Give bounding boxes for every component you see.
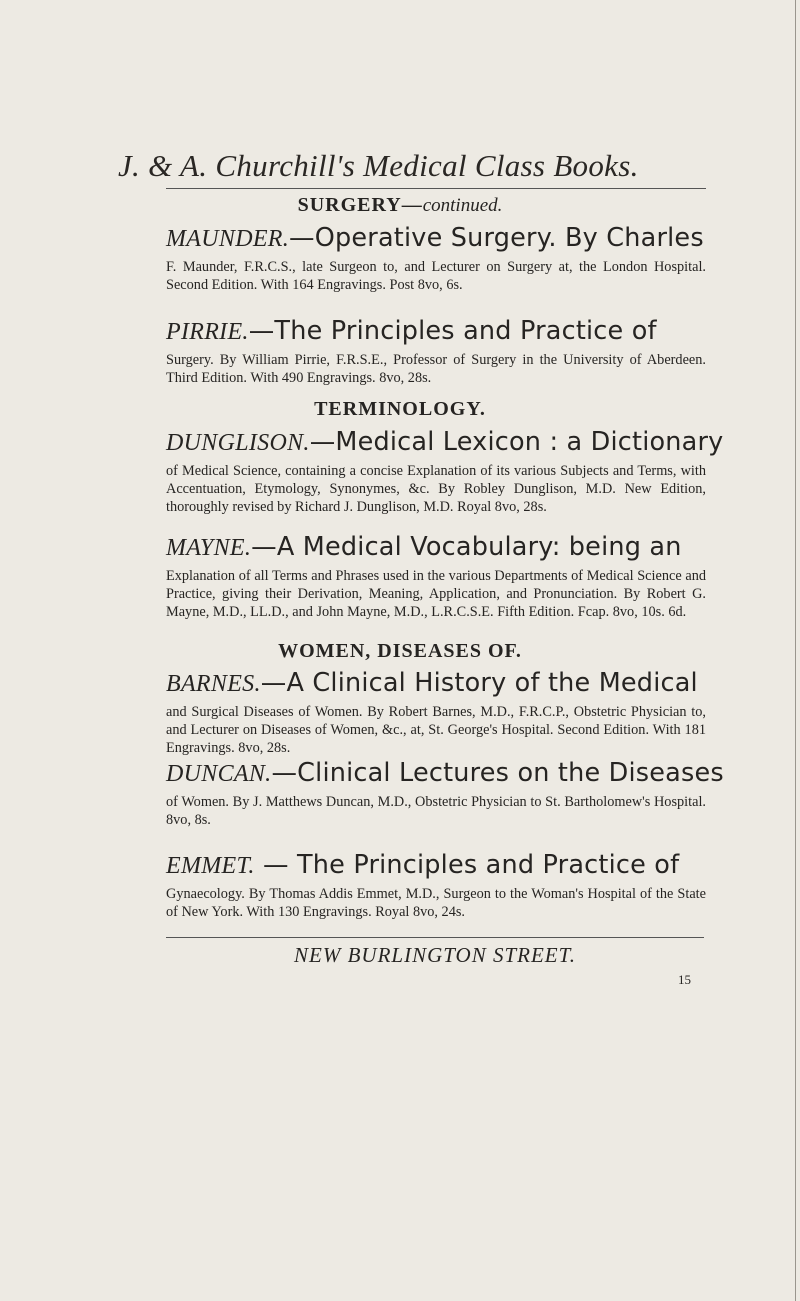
entry-author: PIRRIE.	[166, 319, 249, 345]
section-heading-women: WOMEN, DISEASES OF.	[278, 640, 522, 662]
entry-description: Surgery. By William Pirrie, F.R.S.E., Professor of Surgery in the University of Aberdeen. Third Edition. With 490 Engravings. 8vo, 28s.	[166, 352, 706, 386]
entry-title: —A Medical Vocabulary: being an	[251, 532, 682, 562]
entry-title-line	[166, 668, 706, 699]
book-entry-maunder	[166, 223, 706, 294]
running-head: J. & A. Churchill's Medical Class Books.	[118, 148, 639, 183]
entry-author: DUNCAN.	[166, 761, 272, 787]
header-rule	[166, 188, 706, 189]
entry-description: Gynaecology. By Thomas Addis Emmet, M.D., Surgeon to the Woman's Hospital of the State of New York. With 130 Engravings. Royal 8vo, 24s.	[166, 886, 706, 920]
book-entry-emmet	[166, 850, 706, 921]
entry-title-line	[166, 532, 706, 563]
entry-title: — The Principles and Practice of	[254, 850, 680, 880]
section-heading-surgery	[0, 194, 800, 217]
section-heading-terminology: TERMINOLOGY.	[314, 398, 486, 420]
entry-description: Explanation of all Terms and Phrases used in the various Departments of Medical Science and Practice, giving their Derivation, Meaning, Application, and Pronunciation. By Robert G. Mayne, M.D., LL.D., and John Mayne, M.D., L.R.C.S.E. Fifth Edition. Fcap. 8vo, 10s. 6d.	[166, 568, 706, 620]
entry-author: DUNGLISON.	[166, 430, 310, 456]
entry-title-line	[166, 758, 724, 789]
continued-label: continued.	[422, 195, 503, 216]
entry-description: and Surgical Diseases of Women. By Robert Barnes, M.D., F.R.C.P., Obstetric Physician to, and Lecturer on Diseases of Women, &c., at, St. George's Hospital. Second Edition. With 181 Engravings. 8vo, 28s.	[166, 704, 706, 756]
entry-description: F. Maunder, F.R.C.S., late Surgeon to, and Lecturer on Surgery at, the London Hospital. Second Edition. With 164 Engravings. Post 8vo, 6s.	[166, 259, 706, 293]
entry-title-line	[166, 850, 706, 881]
book-entry-dunglison	[166, 427, 724, 516]
entry-author: EMMET.	[166, 853, 255, 879]
entry-title: —The Principles and Practice of	[248, 316, 657, 346]
book-entry-barnes	[166, 668, 706, 757]
footer-address: NEW BURLINGTON STREET.	[294, 943, 576, 967]
book-entry-mayne	[166, 532, 706, 621]
page-number: 15	[678, 972, 691, 987]
section-heading-text: SURGERY—	[297, 194, 423, 216]
page-edge-line	[795, 0, 796, 1301]
entry-title-line	[166, 316, 706, 347]
entry-title: —A Clinical History of the Medical	[260, 668, 698, 698]
entry-title: —Medical Lexicon : a Dictionary	[309, 427, 724, 457]
book-entry-pirrie	[166, 316, 706, 387]
entry-description: of Women. By J. Matthews Duncan, M.D., Obstetric Physician to St. Bartholomew's Hospital. 8vo, 8s.	[166, 794, 706, 828]
entry-title: —Clinical Lectures on the Diseases	[271, 758, 724, 788]
entry-author: MAUNDER.	[166, 226, 290, 252]
book-entry-duncan	[166, 758, 724, 829]
entry-description: of Medical Science, containing a concise Explanation of its various Subjects and Terms, with Accentuation, Etymology, Synonymes, &c. By Robley Dunglison, M.D. New Edition, thoroughly revised by Richard J. Dunglison, M.D. Royal 8vo, 28s.	[166, 463, 706, 515]
entry-author: BARNES.	[166, 671, 261, 697]
entry-title: —Operative Surgery. By Charles	[289, 223, 704, 253]
entry-author: MAYNE.	[166, 535, 252, 561]
entry-title-line	[166, 427, 724, 458]
footer-rule	[166, 937, 704, 938]
entry-title-line	[166, 223, 706, 254]
